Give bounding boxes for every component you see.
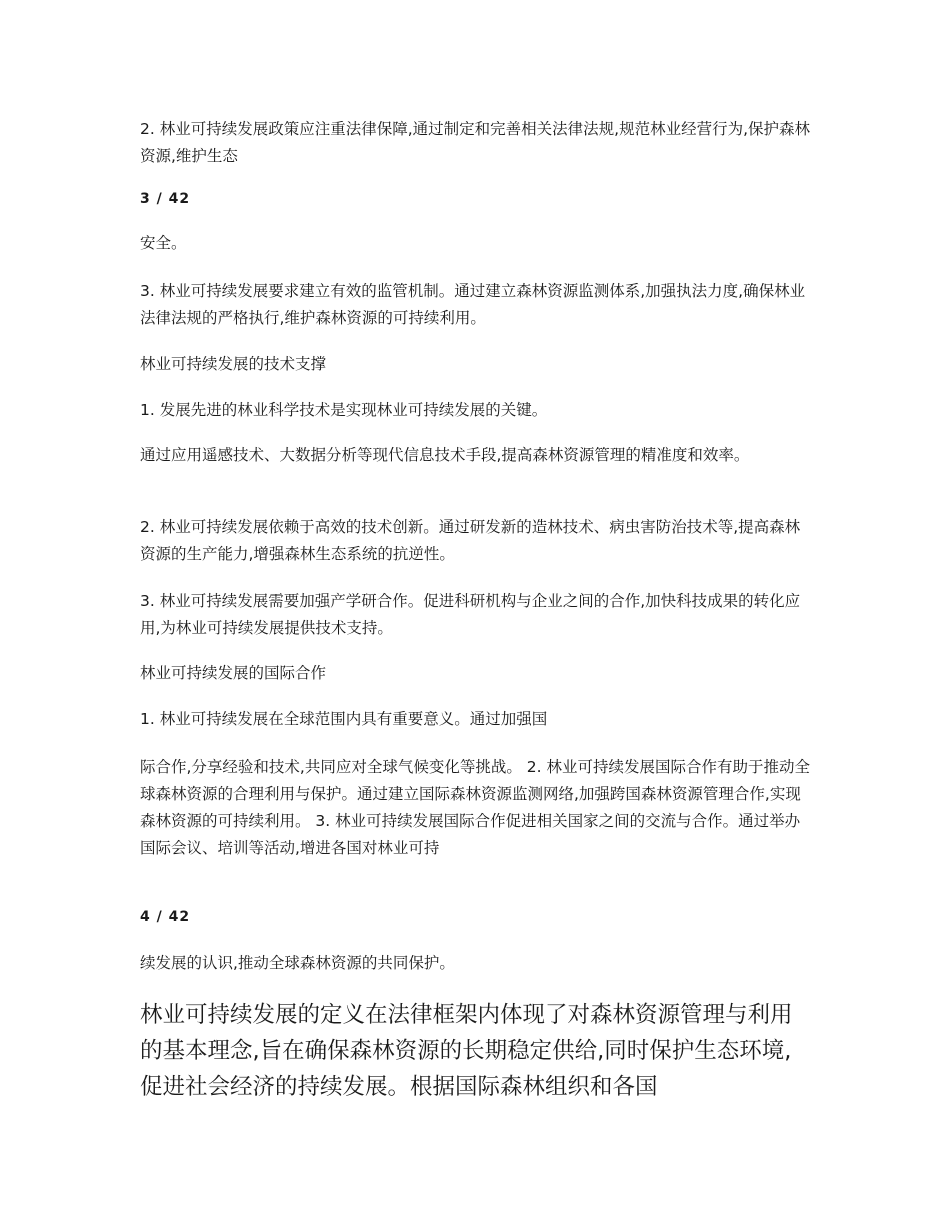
paragraph-intl-cooperation: 际合作,分享经验和技术,共同应对全球气候变化等挑战。 2. 林业可持续发展国际合作有助于推动全球森林资源的合理利用与保护。通过建立国际森林资源监测网络,加强跨国森林资源管理合作,实现森林资源的可持续利用。 3. 林业可持续发展国际合作促进相关国家之间的交流与合作。通过举办国际会议、培训等活动,增进各国对林业可持 (140, 758, 810, 857)
paragraph-remote-sensing: 通过应用遥感技术、大数据分析等现代信息技术手段,提高森林资源管理的精准度和效率。 (140, 446, 750, 464)
paragraph-law-guarantee: 2. 林业可持续发展政策应注重法律保障,通过制定和完善相关法律法规,规范林业经营行为,保护森林资源,维护生态 (140, 120, 810, 165)
paragraph-innovation: 2. 林业可持续发展依赖于高效的技术创新。通过研发新的造林技术、病虫害防治技术等,提高森林资源的生产能力,增强森林生态系统的抗逆性。 (140, 518, 801, 563)
paragraph-advanced-tech: 1. 发展先进的林业科学技术是实现林业可持续发展的关键。 (140, 401, 548, 419)
paragraph-global-significance: 1. 林业可持续发展在全球范围内具有重要意义。通过加强国 (140, 710, 548, 728)
page-number: 3 / 42 (140, 191, 191, 207)
page-number: 4 / 42 (140, 909, 191, 925)
paragraph-industry-research: 3. 林业可持续发展需要加强产学研合作。促进科研机构与企业之间的合作,加快科技成果的转化应用,为林业可持续发展提供技术支持。 (140, 592, 801, 637)
paragraph-definition-large: 林业可持续发展的定义在法律框架内体现了对森林资源管理与利用的基本理念,旨在确保森林资源的长期稳定供给,同时保护生态环境,促进社会经济的持续发展。根据国际森林组织和各国 (140, 1002, 793, 1100)
section-heading-tech-support: 林业可持续发展的技术支撑 (140, 355, 327, 373)
paragraph-supervision: 3. 林业可持续发展要求建立有效的监管机制。通过建立森林资源监测体系,加强执法力度,确保林业法律法规的严格执行,维护森林资源的可持续利用。 (140, 282, 806, 327)
paragraph-understanding: 续发展的认识,推动全球森林资源的共同保护。 (140, 954, 455, 972)
section-heading-intl-cooperation: 林业可持续发展的国际合作 (140, 664, 327, 682)
paragraph-safety: 安全。 (140, 234, 187, 252)
